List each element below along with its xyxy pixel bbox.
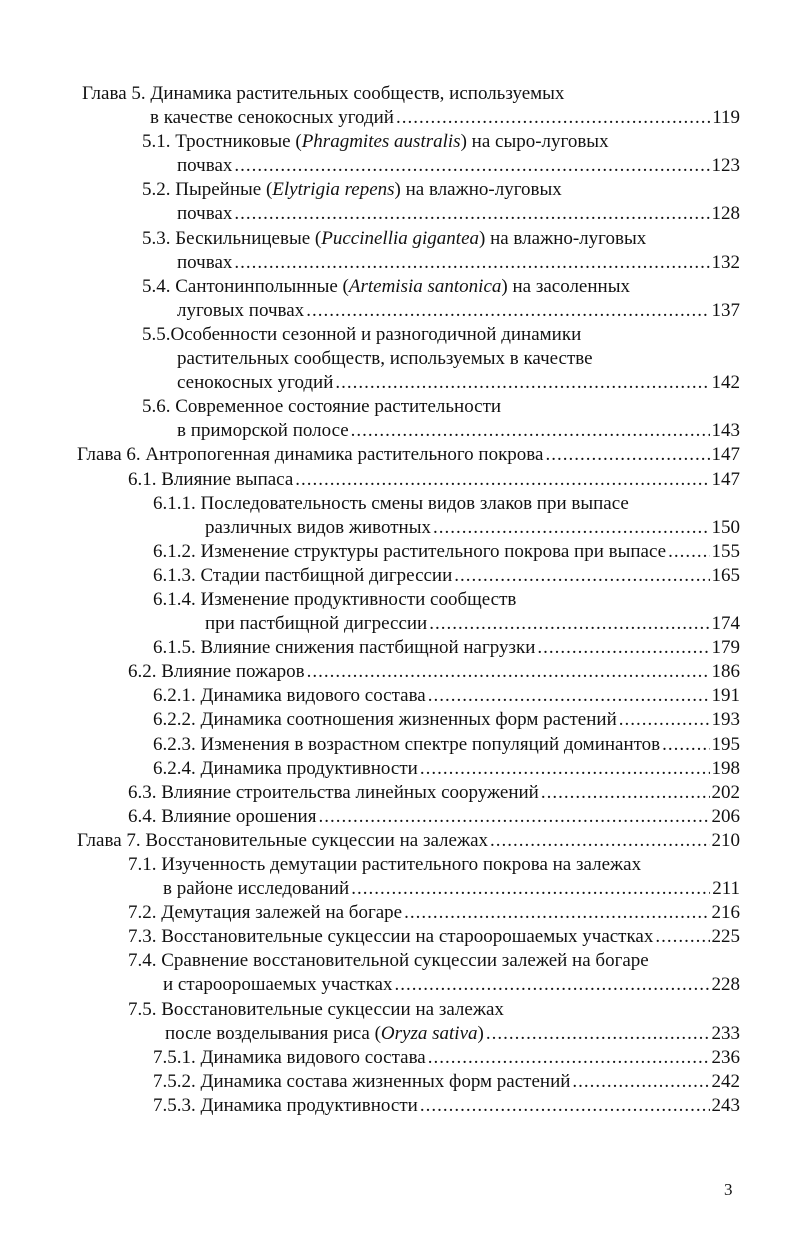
toc-entry xyxy=(128,901,740,925)
toc-entry xyxy=(142,275,740,299)
toc-entry-title: Глава 5. Динамика растительных сообществ, используемых xyxy=(82,83,565,104)
toc-page-number: 147 xyxy=(711,444,740,466)
toc-page-number: 211 xyxy=(712,878,740,900)
toc-page-number: 228 xyxy=(711,974,740,996)
toc-entry xyxy=(142,178,740,202)
toc-entry-title: 5.4. Сантонинполынные (Artemisia santonica) на засоленных xyxy=(142,275,630,297)
toc-entry xyxy=(153,492,740,516)
page-number: 3 xyxy=(724,1180,733,1199)
toc-page-number: 128 xyxy=(711,203,740,225)
toc-page-number: 216 xyxy=(711,902,740,924)
dot-leader xyxy=(234,251,709,275)
toc-entry xyxy=(177,347,740,371)
toc-page-number: 165 xyxy=(711,564,740,586)
toc-entry-title: 6.1.3. Стадии пастбищной дигрессии xyxy=(153,564,453,586)
toc-entry-title: 5.5.Особенности сезонной и разногодичной динамики xyxy=(142,323,582,345)
toc-entry-title: в качестве сенокосных угодий xyxy=(150,107,394,129)
dot-leader xyxy=(668,540,709,564)
toc-entry-title: растительных сообществ, используемых в качестве xyxy=(177,348,593,370)
toc-entry-title: 6.1.1. Последовательность смены видов злаков при выпасе xyxy=(153,492,629,514)
dot-leader xyxy=(318,805,709,829)
toc-page-number: 147 xyxy=(711,468,740,490)
toc-entry xyxy=(128,998,740,1022)
toc-entry xyxy=(153,708,740,732)
toc-entry xyxy=(153,540,740,564)
toc-page-number: 132 xyxy=(711,251,740,273)
dot-leader xyxy=(404,901,709,925)
toc-entry xyxy=(153,636,740,660)
toc-entry xyxy=(128,949,740,973)
toc-page-number: 186 xyxy=(711,661,740,683)
toc-entry-title: 6.2.3. Изменения в возрастном спектре популяций доминантов xyxy=(153,733,661,755)
toc-entry xyxy=(77,443,740,467)
toc-entry-title: 5.6. Современное состояние растительности xyxy=(142,396,502,418)
toc-entry xyxy=(153,564,740,588)
dot-leader xyxy=(429,612,709,636)
toc-entry xyxy=(163,877,740,901)
toc-page-number: 155 xyxy=(711,540,740,562)
toc-page-number: 236 xyxy=(711,1046,740,1068)
toc-entry xyxy=(128,925,740,949)
dot-leader xyxy=(619,708,710,732)
toc-entry-title: 6.2.4. Динамика продуктивности xyxy=(153,757,418,779)
dot-leader xyxy=(537,636,709,660)
toc-entry-title: Глава 6. Антропогенная динамика растительного покрова xyxy=(77,444,544,466)
toc-page-number: 143 xyxy=(711,420,740,442)
toc-entry xyxy=(177,202,740,226)
dot-leader xyxy=(655,925,709,949)
dot-leader xyxy=(234,202,709,226)
toc-entry-title: 6.2.1. Динамика видового состава xyxy=(153,685,426,707)
dot-leader xyxy=(433,516,710,540)
toc-page-number: 179 xyxy=(711,637,740,659)
toc-entry xyxy=(153,1070,740,1094)
toc-entry xyxy=(128,468,740,492)
toc-entry xyxy=(82,82,740,106)
toc-page-number: 150 xyxy=(711,516,740,538)
toc-entry xyxy=(153,1094,740,1118)
toc-entry-title: 7.1. Изученность демутации растительного покрова на залежах xyxy=(128,854,642,875)
toc-entry xyxy=(150,106,740,130)
dot-leader xyxy=(428,684,710,708)
toc-entry xyxy=(177,154,740,178)
toc-entry-title: почвах xyxy=(177,155,233,177)
toc-entry xyxy=(142,227,740,251)
toc-entry-title: 5.1. Тростниковые (Phragmites australis) на сыро-луговых xyxy=(142,131,609,153)
toc-entry xyxy=(77,829,740,853)
toc-entry xyxy=(153,733,740,757)
toc-entry xyxy=(177,251,740,275)
toc-page-number: 202 xyxy=(711,781,740,803)
toc-entry xyxy=(205,516,740,540)
latin-name: Oryza sativa xyxy=(380,1022,478,1044)
latin-name: Puccinellia gigantea xyxy=(321,227,479,249)
toc-entry-title: после возделывания риса (Oryza sativa) xyxy=(165,1022,484,1044)
toc-entry-title: 6.2. Влияние пожаров xyxy=(128,661,305,683)
toc-entry-title: 7.4. Сравнение восстановительной сукцессии залежей на богаре xyxy=(128,950,649,972)
toc-entry-title: сенокосных угодий xyxy=(177,372,334,394)
dot-leader xyxy=(307,660,710,684)
toc-entry-title: 7.5.1. Динамика видового состава xyxy=(153,1046,426,1068)
toc-page-number: 206 xyxy=(711,805,740,827)
toc-entry xyxy=(153,684,740,708)
toc-entry-title: Глава 7. Восстановительные сукцессии на залежах xyxy=(77,829,489,851)
toc-page-number: 210 xyxy=(711,829,740,851)
toc-entry-title: при пастбищной дигрессии xyxy=(205,613,428,635)
toc-entry xyxy=(177,419,740,443)
toc-page-number: 233 xyxy=(711,1022,740,1044)
toc-page-number: 142 xyxy=(711,372,740,394)
toc-entry-title: в приморской полосе xyxy=(177,420,349,442)
dot-leader xyxy=(428,1046,710,1070)
latin-name: Phragmites australis xyxy=(301,131,461,153)
toc-page-number: 123 xyxy=(711,155,740,177)
latin-name: Elytrigia repens xyxy=(272,179,395,201)
dot-leader xyxy=(454,564,709,588)
dot-leader xyxy=(234,154,709,178)
toc-entry xyxy=(128,853,740,877)
toc-entry-title: 6.1.5. Влияние снижения пастбищной нагрузки xyxy=(153,637,536,659)
toc-entry xyxy=(153,757,740,781)
toc-entry-title: и староорошаемых участках xyxy=(163,974,393,996)
toc-entry xyxy=(142,395,740,419)
toc-page-number: 225 xyxy=(711,926,740,948)
toc-page-number: 195 xyxy=(711,733,740,755)
toc-entry xyxy=(128,781,740,805)
dot-leader xyxy=(541,781,710,805)
dot-leader xyxy=(572,1070,709,1094)
dot-leader xyxy=(306,299,709,323)
toc-page-number: 193 xyxy=(711,709,740,731)
toc-entry xyxy=(177,371,740,395)
toc-entry xyxy=(165,1022,740,1046)
dot-leader xyxy=(351,877,710,901)
toc-page-number: 119 xyxy=(712,107,740,129)
toc-page-number: 243 xyxy=(711,1094,740,1116)
toc-entry xyxy=(177,299,740,323)
toc-entry-title: 7.5.2. Динамика состава жизненных форм растений xyxy=(153,1070,571,1092)
dot-leader xyxy=(486,1022,710,1046)
toc-entry-title: 7.3. Восстановительные сукцессии на староорошаемых участках xyxy=(128,926,654,948)
toc-entry xyxy=(205,612,740,636)
toc-entry-title: 5.2. Пырейные (Elytrigia repens) на влажно-луговых xyxy=(142,179,562,201)
toc-page-number: 137 xyxy=(711,299,740,321)
toc-entry xyxy=(142,130,740,154)
toc-entry-title: 7.2. Демутация залежей на богаре xyxy=(128,902,403,924)
toc-entry xyxy=(163,973,740,997)
dot-leader xyxy=(396,106,710,130)
latin-name: Artemisia santonica xyxy=(348,275,502,297)
toc-entry xyxy=(128,660,740,684)
toc-entry-title: 7.5. Восстановительные сукцессии на залежах xyxy=(128,998,504,1020)
toc-entry-title: луговых почвах xyxy=(177,299,305,321)
dot-leader xyxy=(662,733,709,757)
toc-entry xyxy=(128,805,740,829)
dot-leader xyxy=(420,757,710,781)
toc-page-number: 174 xyxy=(711,613,740,635)
table-of-contents xyxy=(0,82,796,1118)
toc-entry-title: 6.4. Влияние орошения xyxy=(128,805,317,827)
toc-entry-title: различных видов животных xyxy=(205,516,431,538)
dot-leader xyxy=(420,1094,710,1118)
toc-entry-title: 7.5.3. Динамика продуктивности xyxy=(153,1094,418,1116)
toc-entry-title: 6.1. Влияние выпаса xyxy=(128,468,294,490)
toc-entry xyxy=(153,588,740,612)
toc-entry-title: 6.3. Влияние строительства линейных сооружений xyxy=(128,781,539,803)
dot-leader xyxy=(335,371,709,395)
dot-leader xyxy=(490,829,709,853)
toc-entry-title: почвах xyxy=(177,203,233,225)
toc-entry-title: 6.2.2. Динамика соотношения жизненных форм растений xyxy=(153,709,617,731)
toc-page-number: 191 xyxy=(711,685,740,707)
dot-leader xyxy=(545,443,709,467)
dot-leader xyxy=(351,419,710,443)
toc-entry-title: 6.1.2. Изменение структуры растительного покрова при выпасе xyxy=(153,540,667,562)
toc-entry xyxy=(142,323,740,347)
toc-page-number: 198 xyxy=(711,757,740,779)
toc-entry-title: 5.3. Бескильницевые (Puccinellia gigantea) на влажно-луговых xyxy=(142,227,647,249)
toc-page-number: 242 xyxy=(711,1070,740,1092)
toc-entry-title: 6.1.4. Изменение продуктивности сообществ xyxy=(153,588,517,610)
dot-leader xyxy=(295,468,709,492)
toc-entry-title: в районе исследований xyxy=(163,878,350,900)
toc-entry-title: почвах xyxy=(177,251,233,273)
toc-entry xyxy=(153,1046,740,1070)
dot-leader xyxy=(394,973,709,997)
